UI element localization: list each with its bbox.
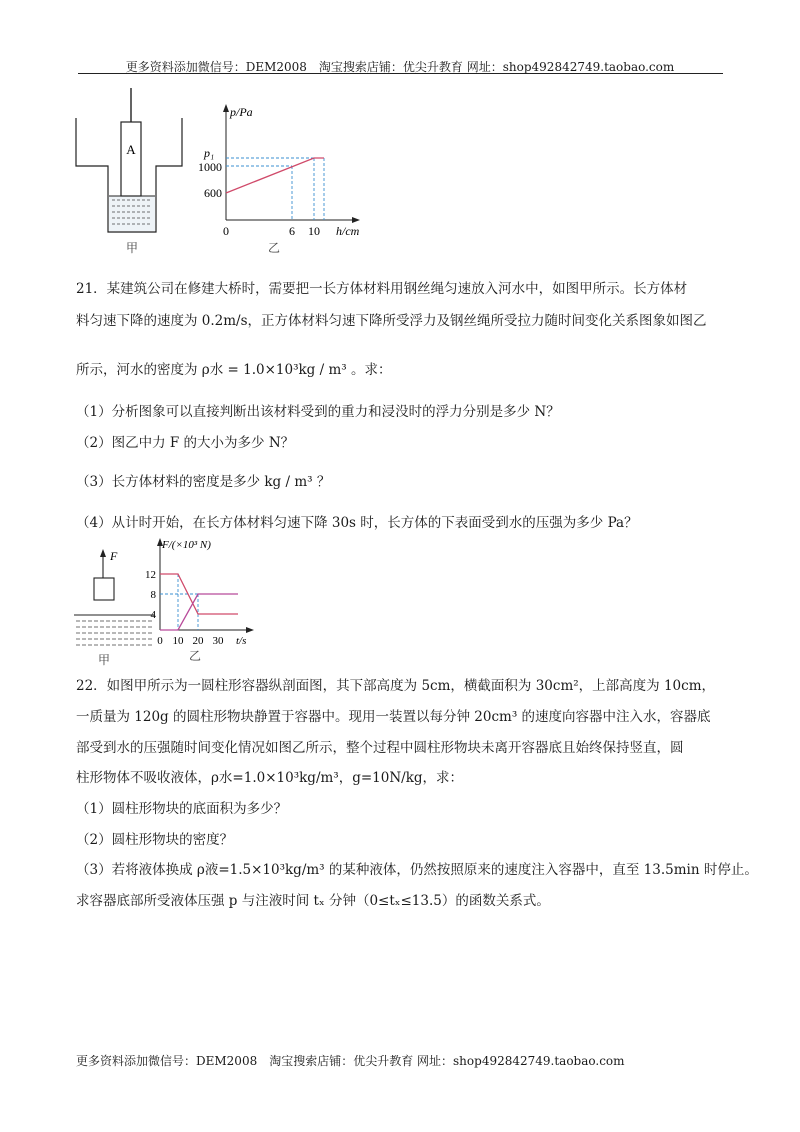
- fig20-jia-caption: 甲: [125, 241, 139, 255]
- q21-line-3: 所示，河水的密度为 ρ水 = 1.0×10³kg / m³ 。求：: [76, 362, 392, 378]
- q22-line-2: 一质量为 120g 的圆柱形物块静置于容器中。现用一装置以每分钟 20cm³ 的速度向容器中注入水，容器底: [76, 709, 711, 725]
- fig20-ytick-p1: p₁: [204, 146, 215, 160]
- q21-line-2: 料匀速下降的速度为 0.2m/s，正方体材料匀速下降所受浮力及钢丝绳所受拉力随时间变化关系图象如图乙: [76, 313, 707, 329]
- q21-sub-3: （3）长方体材料的密度是多少 kg / m³ ？: [76, 474, 331, 490]
- fig21-yi-graph: [140, 534, 270, 668]
- block-a-label: A: [126, 142, 136, 157]
- fig20-ylabel: p/Pa: [230, 105, 253, 119]
- fig21-ytick-8: 8: [150, 589, 156, 601]
- fig20-yi-graph: [196, 100, 376, 260]
- fig20-ytick-600: 600: [204, 186, 222, 200]
- q22-sub-1: （1）圆柱形物块的底面积为多少？: [76, 801, 288, 817]
- q22-sub-2: （2）圆柱形物块的密度？: [76, 832, 234, 848]
- q22-line-4: 柱形物体不吸收液体，ρ水=1.0×10³kg/m³，g=10N/kg，求：: [76, 770, 464, 786]
- pressure-line: [226, 158, 324, 193]
- fig20-ytick-1000: 1000: [198, 160, 222, 174]
- fig20-xtick-0: 0: [223, 224, 229, 238]
- buoyancy-line: [160, 594, 238, 630]
- fig21-yi-caption: 乙: [188, 649, 202, 663]
- force-f-label: F: [110, 549, 118, 563]
- fig21-ylabel: F/(×10³ N): [162, 539, 211, 551]
- fig20-xlabel: h/cm: [336, 224, 360, 238]
- q22-line-1: 22．如图甲所示为一圆柱形容器纵剖面图，其下部高度为 5cm，横截面积为 30cm²，上部高度为 10cm，: [76, 678, 715, 694]
- fig20-xtick-10: 10: [308, 224, 320, 238]
- page-footer: 更多资料添加微信号：DEM2008 淘宝搜索店铺：优尖升教育 网址：shop492842749.taobao.com: [76, 1054, 625, 1068]
- q21-sub-4: （4）从计时开始，在长方体材料匀速下降 30s 时，长方体的下表面受到水的压强为多少 Pa？: [76, 515, 638, 531]
- fig21-xtick-20: 20: [192, 635, 204, 647]
- fig21-xtick-30: 30: [212, 635, 224, 647]
- q22-line-last: 求容器底部所受液体压强 p 与注液时间 tₓ 分钟（0≤tₓ≤13.5）的函数关系式。: [76, 893, 550, 909]
- fig21-jia-caption: 甲: [97, 653, 111, 667]
- header-rule: [78, 73, 723, 74]
- q21-sub-2: （2）图乙中力 F 的大小为多少 N？: [76, 435, 295, 451]
- q21-line-1: 21．某建筑公司在修建大桥时，需要把一长方体材料用钢丝绳匀速放入河水中，如图甲所示。长方体材: [76, 281, 688, 297]
- fig20-xtick-6: 6: [289, 224, 295, 238]
- page-header: 更多资料添加微信号：DEM2008 淘宝搜索店铺：优尖升教育 网址：shop492842749.taobao.com: [125, 60, 675, 74]
- q22-sub-3: （3）若将液体换成 ρ液=1.5×10³kg/m³ 的某种液体，仍然按照原来的速度注入容器中，直至 13.5min 时停止。: [76, 862, 758, 878]
- fig20-jia: [72, 86, 192, 256]
- fig21-ytick-4: 4: [150, 609, 156, 621]
- fig21-xlabel: t/s: [236, 635, 247, 647]
- fig21-xtick-10: 10: [172, 635, 184, 647]
- fig21-ytick-12: 12: [145, 569, 156, 581]
- q21-sub-1: （1）分析图象可以直接判断出该材料受到的重力和浸没时的浮力分别是多少 N？: [76, 404, 560, 420]
- q22-line-3: 部受到水的压强随时间变化情况如图乙所示，整个过程中圆柱形物块未离开容器底且始终保持竖直，圆: [76, 740, 684, 756]
- fig21-xtick-0: 0: [157, 635, 163, 647]
- fig20-yi-caption: 乙: [267, 241, 281, 255]
